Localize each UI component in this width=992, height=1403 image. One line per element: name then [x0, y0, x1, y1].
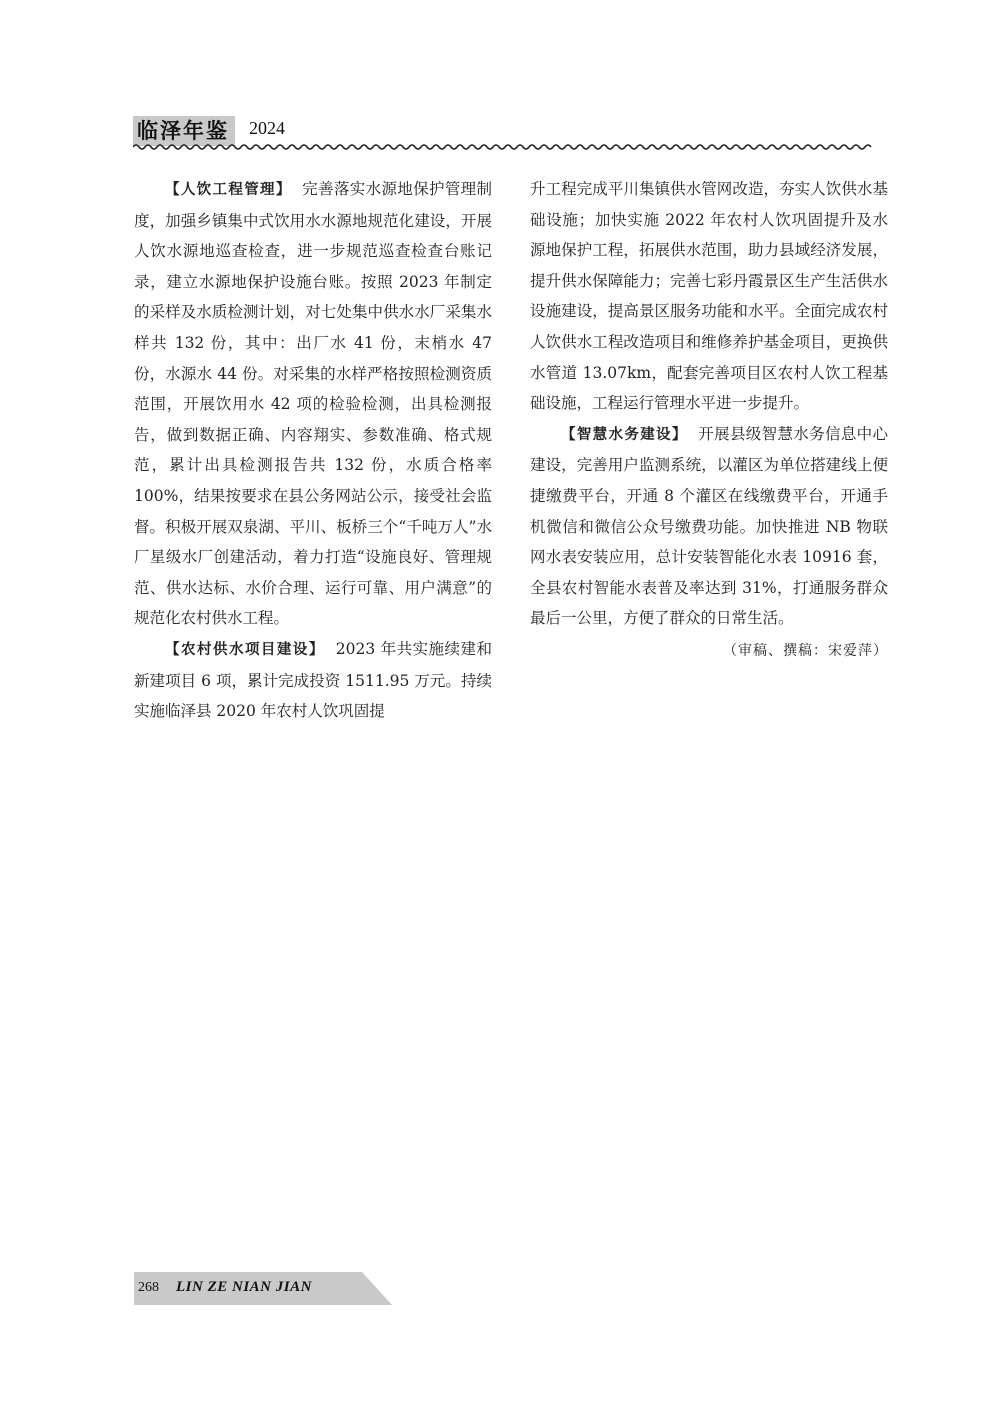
paragraph-smart-water	[530, 419, 888, 634]
paragraph-rural-water-projects	[134, 634, 492, 727]
page-number: 268	[138, 1280, 159, 1295]
running-header	[133, 116, 890, 154]
paragraph-text: 2023 年共实施续建和新建项目 6 项，累计完成投资 1511.95 万元。持续实施临泽县 2020 年农村人饮巩固提	[134, 639, 493, 721]
left-column	[134, 174, 492, 727]
paragraph-continuation: 升工程完成平川集镇供水管网改造，夯实人饮供水基础设施；加快实施 2022 年农村人饮巩固提升及水源地保护工程，拓展供水范围，助力县域经济发展，提升供水保障能力；完善七彩丹霞景区生产生活供水设施建设，提高景区服务功能和水平。全面完成农村人饮供水工程改造项目和维修养护基金项目，更换供水管道 13.07km，配套完善项目区农村人饮工程基础设施，工程运行管理水平进一步提升。	[530, 180, 888, 413]
section-heading: 【智慧水务建设】	[561, 426, 688, 443]
page-footer	[134, 1272, 394, 1306]
author-credit: （审稿、撰稿：宋爱萍）	[723, 642, 888, 659]
yearbook-brand: 临泽年鉴	[133, 116, 235, 146]
footer-title: LIN ZE NIAN JIAN	[176, 1279, 312, 1295]
header-year: 2024	[249, 118, 285, 138]
paragraph-drinking-water-management	[134, 174, 492, 634]
section-heading: 【农村供水项目建设】	[165, 641, 325, 658]
paragraph-text: 完善落实水源地保护管理制度，加强乡镇集中式饮用水水源地规范化建设，开展人饮水源地巡查检查，进一步规范巡查检查台账记录，建立水源地保护设施台账。按照 2023 年制定的采样及水质检测计划，对七处集中供水水厂采集水样共 132 份，其中：出厂水 41 份，末梢水 47 份，水源水 44 份。对采集的水样严格按照检测资质范围，开展饮用水 42 项的检验检测，出具检测报告，做到数据正确、内容翔实、参数准确、格式规范，累计出具检测报告共 132 份，水质合格率 100%，结果按要求在县公务网站公示，接受社会监督。积极开展双泉湖、平川、板桥三个“千吨万人”水厂星级水厂创建活动，着力打造“设施良好、管理规范、供水达标、水价合理、运行可靠、用户满意”的规范化农村供水工程。	[134, 180, 492, 628]
header-wave-rule	[133, 142, 890, 152]
section-heading: 【人饮工程管理】	[165, 182, 292, 198]
right-column	[530, 174, 888, 667]
paragraph-text: 开展县级智慧水务信息中心建设，完善用户监测系统，以灌区为单位搭建线上便捷缴费平台，开通 8 个灌区在线缴费平台，开通手机微信和微信公众号缴费功能。加快推进 NB 物联网水表安装应用，总计安装智能化水表 10916 套，全县农村智能水表普及率达到 31%，打通服务群众最后一公里，方便了群众的日常生活。	[530, 424, 888, 628]
